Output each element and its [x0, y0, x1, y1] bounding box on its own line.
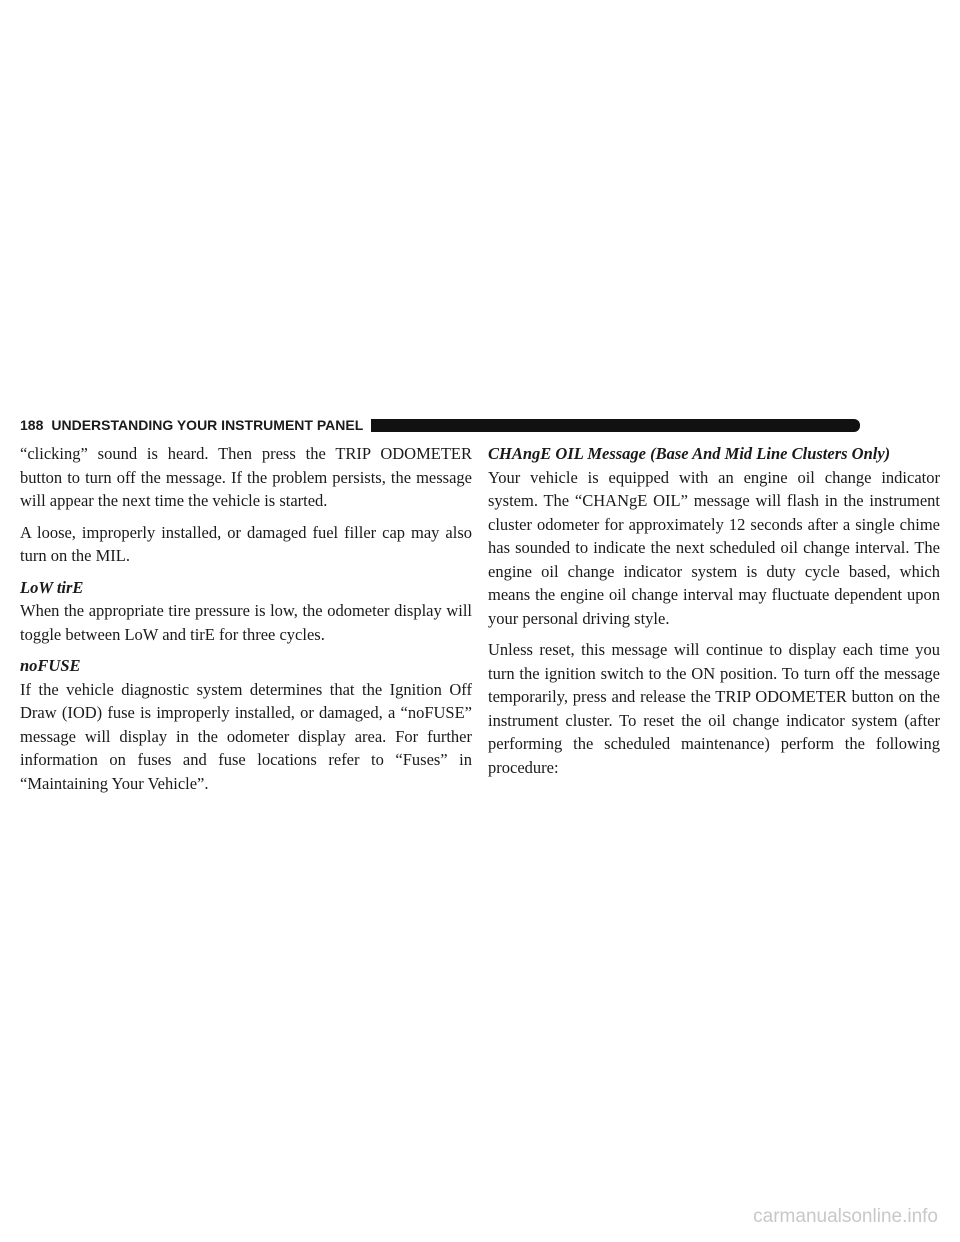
paragraph-reset: Unless reset, this message will continue to display each time you turn the ignition switch to the ON position. To turn off the message temporarily, press and release the TRIP ODOMETER button on the instrument cluster. To reset the oil change indicator system (after performing the scheduled maintenance) perform the following procedure: [488, 640, 940, 777]
page-header [20, 416, 860, 434]
heading-nofuse: noFUSE [20, 656, 81, 675]
paragraph-oil-indicator: Your vehicle is equipped with an engine oil change indicator system. The “CHANgE OIL” message will flash in the instrument cluster odometer for approximately 12 seconds after a single chime has sounded to indicate the next scheduled oil change interval. The engine oil change indicator system is duty cycle based, which means the engine oil change interval may fluctuate dependent upon your personal driving style. [488, 467, 940, 628]
header-rule-bar [371, 419, 860, 432]
page-number: 188 [20, 417, 44, 433]
watermark-text: carmanualsonline.info [753, 1206, 938, 1227]
heading-change-oil: CHAngE OIL Message (Base And Mid Line Clusters Only) [488, 444, 891, 463]
paragraph-clicking: “clicking” sound is heard. Then press the TRIP ODOMETER button to turn off the message. If the problem persists, the message will appear the next time the vehicle is started. [20, 444, 472, 510]
right-column [488, 442, 940, 787]
paragraph-low-tire: When the appropriate tire pressure is low, the odometer display will toggle between LoW and tirE for three cycles. [20, 601, 472, 644]
heading-low-tire: LoW tirE [20, 577, 84, 597]
section-title: UNDERSTANDING YOUR INSTRUMENT PANEL [51, 417, 364, 433]
paragraph-nofuse: If the vehicle diagnostic system determines that the Ignition Off Draw (IOD) fuse is improperly installed, or damaged, a “noFUSE” message will display in the odometer display area. For further information on fuses and fuse locations refer to “Fuses” in “Maintaining Your Vehicle”. [20, 679, 472, 793]
left-column [20, 442, 472, 803]
paragraph-fuel-cap: A loose, improperly installed, or damaged fuel filler cap may also turn on the MIL. [20, 522, 472, 565]
